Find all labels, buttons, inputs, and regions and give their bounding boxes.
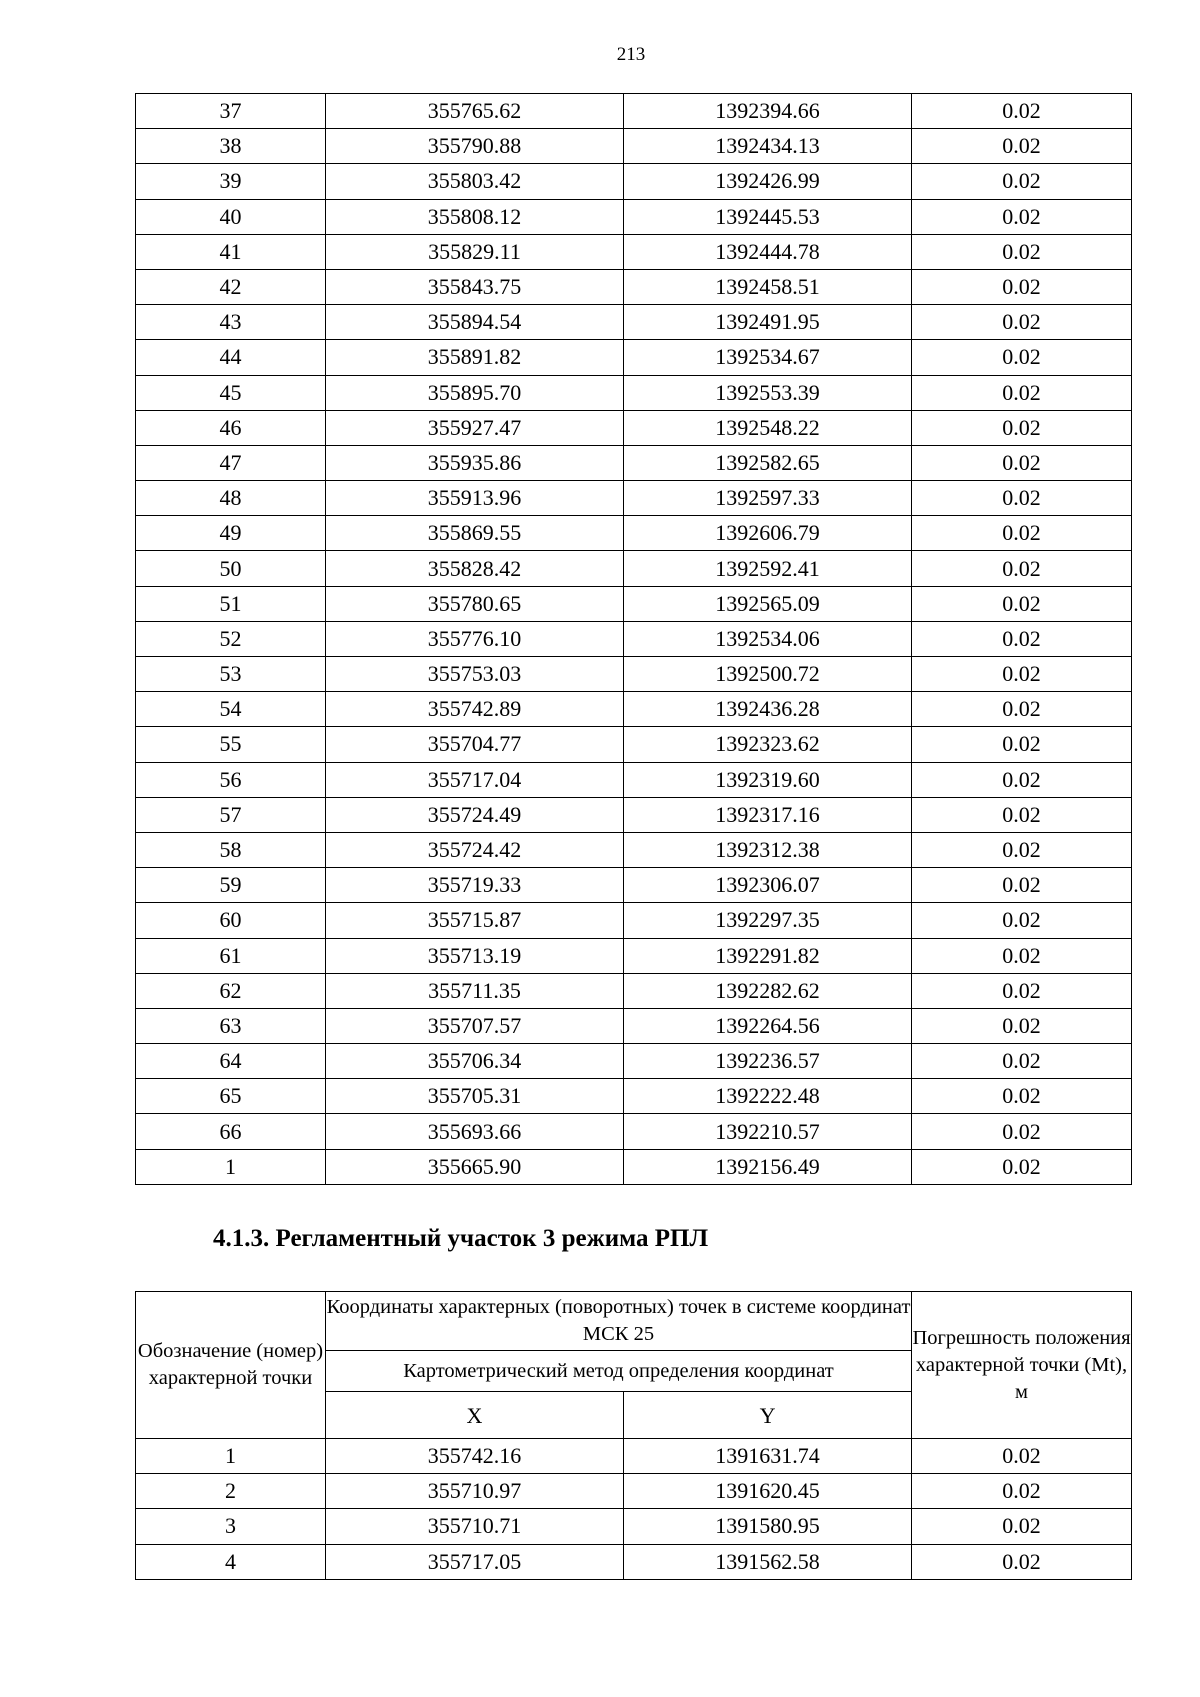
table-row bbox=[136, 1149, 1132, 1184]
point-number-cell: 42 bbox=[136, 269, 326, 304]
error-cell: 0.02 bbox=[912, 1544, 1132, 1579]
table-row bbox=[136, 94, 1132, 129]
error-cell: 0.02 bbox=[912, 797, 1132, 832]
y-coordinate-cell: 1392458.51 bbox=[624, 269, 912, 304]
x-coordinate-cell: 355935.86 bbox=[326, 445, 624, 480]
y-coordinate-cell: 1391562.58 bbox=[624, 1544, 912, 1579]
table-row bbox=[136, 1439, 1132, 1474]
error-cell: 0.02 bbox=[912, 727, 1132, 762]
table-row bbox=[136, 692, 1132, 727]
table-row bbox=[136, 1008, 1132, 1043]
point-number-cell: 2 bbox=[136, 1474, 326, 1509]
error-cell: 0.02 bbox=[912, 1509, 1132, 1544]
table-row bbox=[136, 586, 1132, 621]
y-coordinate-cell: 1392394.66 bbox=[624, 94, 912, 129]
y-coordinate-cell: 1392312.38 bbox=[624, 832, 912, 867]
x-coordinate-cell: 355717.05 bbox=[326, 1544, 624, 1579]
error-cell: 0.02 bbox=[912, 164, 1132, 199]
y-coordinate-cell: 1392597.33 bbox=[624, 481, 912, 516]
page-number: 213 bbox=[616, 44, 646, 65]
point-number-cell: 3 bbox=[136, 1509, 326, 1544]
x-coordinate-cell: 355927.47 bbox=[326, 410, 624, 445]
y-coordinate-cell: 1392282.62 bbox=[624, 973, 912, 1008]
error-cell: 0.02 bbox=[912, 621, 1132, 656]
point-number-cell: 58 bbox=[136, 832, 326, 867]
x-coordinate-cell: 355724.49 bbox=[326, 797, 624, 832]
error-cell: 0.02 bbox=[912, 832, 1132, 867]
x-coordinate-cell: 355891.82 bbox=[326, 340, 624, 375]
x-coordinate-cell: 355717.04 bbox=[326, 762, 624, 797]
y-coordinate-cell: 1392553.39 bbox=[624, 375, 912, 410]
error-cell: 0.02 bbox=[912, 1149, 1132, 1184]
y-coordinate-cell: 1392210.57 bbox=[624, 1114, 912, 1149]
point-number-cell: 50 bbox=[136, 551, 326, 586]
point-number-cell: 52 bbox=[136, 621, 326, 656]
error-cell: 0.02 bbox=[912, 340, 1132, 375]
x-coordinate-cell: 355704.77 bbox=[326, 727, 624, 762]
point-number-cell: 38 bbox=[136, 129, 326, 164]
y-coordinate-cell: 1392156.49 bbox=[624, 1149, 912, 1184]
point-number-cell: 37 bbox=[136, 94, 326, 129]
y-coordinate-cell: 1392426.99 bbox=[624, 164, 912, 199]
coordinates-table-section-4-1-3 bbox=[135, 1291, 1132, 1580]
x-coordinate-cell: 355724.42 bbox=[326, 832, 624, 867]
y-coordinate-cell: 1392323.62 bbox=[624, 727, 912, 762]
y-coordinate-cell: 1392434.13 bbox=[624, 129, 912, 164]
x-coordinate-cell: 355869.55 bbox=[326, 516, 624, 551]
table-row bbox=[136, 199, 1132, 234]
table-row bbox=[136, 797, 1132, 832]
coordinates-table-continued bbox=[135, 93, 1132, 1185]
error-cell: 0.02 bbox=[912, 375, 1132, 410]
table-row bbox=[136, 481, 1132, 516]
table-row bbox=[136, 445, 1132, 480]
point-number-cell: 46 bbox=[136, 410, 326, 445]
error-cell: 0.02 bbox=[912, 1044, 1132, 1079]
table-row bbox=[136, 868, 1132, 903]
x-coordinate-cell: 355715.87 bbox=[326, 903, 624, 938]
x-coordinate-cell: 355843.75 bbox=[326, 269, 624, 304]
table-row bbox=[136, 1044, 1132, 1079]
point-number-cell: 60 bbox=[136, 903, 326, 938]
header-method: Картометрический метод определения координат bbox=[326, 1351, 912, 1392]
header-y: Y bbox=[624, 1392, 912, 1439]
y-coordinate-cell: 1392548.22 bbox=[624, 410, 912, 445]
y-coordinate-cell: 1392291.82 bbox=[624, 938, 912, 973]
error-cell: 0.02 bbox=[912, 586, 1132, 621]
error-cell: 0.02 bbox=[912, 234, 1132, 269]
x-coordinate-cell: 355742.16 bbox=[326, 1439, 624, 1474]
error-cell: 0.02 bbox=[912, 1079, 1132, 1114]
table-row bbox=[136, 410, 1132, 445]
x-coordinate-cell: 355790.88 bbox=[326, 129, 624, 164]
x-coordinate-cell: 355719.33 bbox=[326, 868, 624, 903]
table-row bbox=[136, 727, 1132, 762]
y-coordinate-cell: 1392445.53 bbox=[624, 199, 912, 234]
x-coordinate-cell: 355710.71 bbox=[326, 1509, 624, 1544]
x-coordinate-cell: 355776.10 bbox=[326, 621, 624, 656]
point-number-cell: 57 bbox=[136, 797, 326, 832]
y-coordinate-cell: 1392491.95 bbox=[624, 305, 912, 340]
y-coordinate-cell: 1392582.65 bbox=[624, 445, 912, 480]
table-row bbox=[136, 938, 1132, 973]
y-coordinate-cell: 1392592.41 bbox=[624, 551, 912, 586]
y-coordinate-cell: 1392297.35 bbox=[624, 903, 912, 938]
table-row bbox=[136, 1114, 1132, 1149]
table-row bbox=[136, 375, 1132, 410]
point-number-cell: 49 bbox=[136, 516, 326, 551]
y-coordinate-cell: 1391580.95 bbox=[624, 1509, 912, 1544]
point-number-cell: 64 bbox=[136, 1044, 326, 1079]
x-coordinate-cell: 355713.19 bbox=[326, 938, 624, 973]
error-cell: 0.02 bbox=[912, 938, 1132, 973]
point-number-cell: 62 bbox=[136, 973, 326, 1008]
x-coordinate-cell: 355706.34 bbox=[326, 1044, 624, 1079]
x-coordinate-cell: 355710.97 bbox=[326, 1474, 624, 1509]
point-number-cell: 56 bbox=[136, 762, 326, 797]
x-coordinate-cell: 355808.12 bbox=[326, 199, 624, 234]
coordinates-table-body bbox=[136, 1439, 1132, 1580]
point-number-cell: 54 bbox=[136, 692, 326, 727]
table-row bbox=[136, 551, 1132, 586]
point-number-cell: 43 bbox=[136, 305, 326, 340]
error-cell: 0.02 bbox=[912, 129, 1132, 164]
error-cell: 0.02 bbox=[912, 973, 1132, 1008]
x-coordinate-cell: 355693.66 bbox=[326, 1114, 624, 1149]
x-coordinate-cell: 355780.65 bbox=[326, 586, 624, 621]
y-coordinate-cell: 1392534.67 bbox=[624, 340, 912, 375]
header-coordinates: Координаты характерных (поворотных) точек в системе координат МСК 25 bbox=[326, 1292, 912, 1351]
y-coordinate-cell: 1392606.79 bbox=[624, 516, 912, 551]
table-row bbox=[136, 234, 1132, 269]
point-number-cell: 44 bbox=[136, 340, 326, 375]
point-number-cell: 4 bbox=[136, 1544, 326, 1579]
error-cell: 0.02 bbox=[912, 269, 1132, 304]
point-number-cell: 45 bbox=[136, 375, 326, 410]
error-cell: 0.02 bbox=[912, 692, 1132, 727]
point-number-cell: 61 bbox=[136, 938, 326, 973]
error-cell: 0.02 bbox=[912, 903, 1132, 938]
table-row bbox=[136, 1544, 1132, 1579]
table-row bbox=[136, 1474, 1132, 1509]
table-row bbox=[136, 305, 1132, 340]
y-coordinate-cell: 1392444.78 bbox=[624, 234, 912, 269]
table-row bbox=[136, 621, 1132, 656]
error-cell: 0.02 bbox=[912, 868, 1132, 903]
table-row bbox=[136, 762, 1132, 797]
x-coordinate-cell: 355705.31 bbox=[326, 1079, 624, 1114]
y-coordinate-cell: 1392236.57 bbox=[624, 1044, 912, 1079]
error-cell: 0.02 bbox=[912, 445, 1132, 480]
point-number-cell: 53 bbox=[136, 657, 326, 692]
error-cell: 0.02 bbox=[912, 1439, 1132, 1474]
header-x: X bbox=[326, 1392, 624, 1439]
table-row bbox=[136, 657, 1132, 692]
table-row bbox=[136, 269, 1132, 304]
error-cell: 0.02 bbox=[912, 1114, 1132, 1149]
error-cell: 0.02 bbox=[912, 199, 1132, 234]
table-row bbox=[136, 340, 1132, 375]
x-coordinate-cell: 355742.89 bbox=[326, 692, 624, 727]
header-point-designation: Обозначение (номер) характерной точки bbox=[136, 1292, 326, 1439]
point-number-cell: 66 bbox=[136, 1114, 326, 1149]
section-heading: 4.1.3. Регламентный участок 3 режима РПЛ bbox=[213, 1225, 709, 1252]
y-coordinate-cell: 1392222.48 bbox=[624, 1079, 912, 1114]
y-coordinate-cell: 1392534.06 bbox=[624, 621, 912, 656]
y-coordinate-cell: 1392306.07 bbox=[624, 868, 912, 903]
x-coordinate-cell: 355913.96 bbox=[326, 481, 624, 516]
point-number-cell: 1 bbox=[136, 1149, 326, 1184]
error-cell: 0.02 bbox=[912, 1474, 1132, 1509]
table-row bbox=[136, 903, 1132, 938]
point-number-cell: 1 bbox=[136, 1439, 326, 1474]
header-position-error: Погрешность положения характерной точки (Mt), м bbox=[912, 1292, 1132, 1439]
y-coordinate-cell: 1391631.74 bbox=[624, 1439, 912, 1474]
x-coordinate-cell: 355828.42 bbox=[326, 551, 624, 586]
point-number-cell: 39 bbox=[136, 164, 326, 199]
table-header bbox=[136, 1292, 1132, 1439]
x-coordinate-cell: 355665.90 bbox=[326, 1149, 624, 1184]
y-coordinate-cell: 1392500.72 bbox=[624, 657, 912, 692]
point-number-cell: 65 bbox=[136, 1079, 326, 1114]
x-coordinate-cell: 355803.42 bbox=[326, 164, 624, 199]
table-row bbox=[136, 973, 1132, 1008]
table-row bbox=[136, 1079, 1132, 1114]
y-coordinate-cell: 1392317.16 bbox=[624, 797, 912, 832]
x-coordinate-cell: 355895.70 bbox=[326, 375, 624, 410]
point-number-cell: 51 bbox=[136, 586, 326, 621]
coordinates-table-body bbox=[136, 94, 1132, 1185]
table-row bbox=[136, 164, 1132, 199]
error-cell: 0.02 bbox=[912, 94, 1132, 129]
point-number-cell: 48 bbox=[136, 481, 326, 516]
x-coordinate-cell: 355753.03 bbox=[326, 657, 624, 692]
x-coordinate-cell: 355711.35 bbox=[326, 973, 624, 1008]
y-coordinate-cell: 1392436.28 bbox=[624, 692, 912, 727]
table-row bbox=[136, 1509, 1132, 1544]
table-row bbox=[136, 832, 1132, 867]
error-cell: 0.02 bbox=[912, 1008, 1132, 1043]
point-number-cell: 59 bbox=[136, 868, 326, 903]
error-cell: 0.02 bbox=[912, 481, 1132, 516]
table-row bbox=[136, 516, 1132, 551]
point-number-cell: 41 bbox=[136, 234, 326, 269]
point-number-cell: 63 bbox=[136, 1008, 326, 1043]
table-row bbox=[136, 129, 1132, 164]
y-coordinate-cell: 1391620.45 bbox=[624, 1474, 912, 1509]
error-cell: 0.02 bbox=[912, 762, 1132, 797]
error-cell: 0.02 bbox=[912, 657, 1132, 692]
point-number-cell: 40 bbox=[136, 199, 326, 234]
error-cell: 0.02 bbox=[912, 410, 1132, 445]
y-coordinate-cell: 1392319.60 bbox=[624, 762, 912, 797]
y-coordinate-cell: 1392565.09 bbox=[624, 586, 912, 621]
x-coordinate-cell: 355894.54 bbox=[326, 305, 624, 340]
error-cell: 0.02 bbox=[912, 551, 1132, 586]
x-coordinate-cell: 355829.11 bbox=[326, 234, 624, 269]
point-number-cell: 47 bbox=[136, 445, 326, 480]
x-coordinate-cell: 355765.62 bbox=[326, 94, 624, 129]
error-cell: 0.02 bbox=[912, 516, 1132, 551]
point-number-cell: 55 bbox=[136, 727, 326, 762]
y-coordinate-cell: 1392264.56 bbox=[624, 1008, 912, 1043]
error-cell: 0.02 bbox=[912, 305, 1132, 340]
x-coordinate-cell: 355707.57 bbox=[326, 1008, 624, 1043]
